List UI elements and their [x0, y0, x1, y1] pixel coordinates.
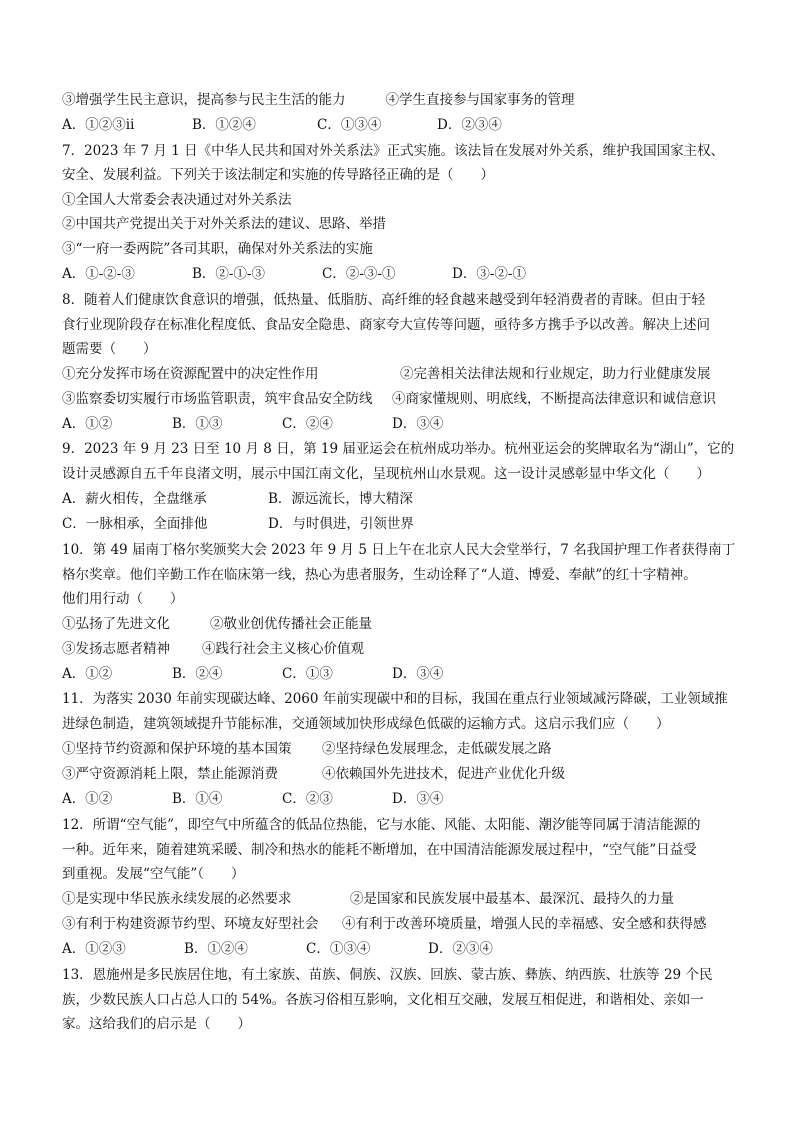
q11-stem-line-2: 进绿色制造，建筑领域提升节能标准，交通领域加快形成绿色低碳的运输方式。这启示我们应（ ） — [62, 716, 670, 732]
q7-statement-2: ②中国共产党提出关于对外关系法的建议、思路、举措 — [62, 216, 386, 232]
q10-stem-line-2: 格尔奖章。他们辛勤工作在临床第一线，热心为患者服务，生动诠释了“人道、博爱、奉献”的红十字精神。 — [62, 567, 697, 583]
choice-d: D．③④ — [392, 416, 444, 432]
choice-a: A．①②③ⅱ — [62, 117, 135, 133]
choice-a: A．薪火相传，全盘继承 — [62, 491, 207, 507]
q8-statement-4: ④商家懂规则、明底线，不断提高法律意识和诚信意识 — [392, 391, 716, 407]
q10-stem-line-1: 10．第 49 届南丁格尔奖颁奖大会 2023 年 9 月 5 日上午在北京人民大会堂举行，7 名我国护理工作者获得南丁 — [62, 542, 736, 558]
choice-b: B．②④ — [172, 666, 223, 682]
q11-statement-3: ③严守资源消耗上限，禁止能源消费 — [62, 766, 278, 782]
choice-a: A．①② — [62, 666, 113, 682]
q10-statement-2: ②敬业创优传播社会正能量 — [210, 616, 372, 632]
q10-stem-line-3: 他们用行动（ ） — [62, 591, 184, 607]
choice-d: D．③-②-① — [452, 266, 526, 282]
choice-c: C．①③④ — [306, 941, 371, 957]
q11-choices — [62, 789, 443, 809]
q12-statement-2: ②是国家和民族发展中最基本、最深沉、最持久的力量 — [350, 891, 674, 907]
q6-statement-3: ③增强学生民主意识，提高参与民主生活的能力 — [62, 92, 346, 108]
q7-stem-line-1: 7．2023 年 7 月 1 日《中华人民共和国对外关系法》正式实施。该法旨在发展对外关系，维护我国国家主权、 — [62, 143, 725, 159]
choice-b: B．①②④ — [192, 117, 256, 133]
q12-stem-line-3: 到重视。发展“空气能”（ ） — [62, 866, 245, 882]
q9-choices-a-b — [62, 489, 413, 509]
choice-d: D．②③④ — [428, 941, 493, 957]
q6-choices — [62, 115, 502, 135]
choice-a: A．①-②-③ — [62, 266, 135, 282]
choice-b: B．①④ — [172, 791, 223, 807]
q8-statement-1: ①充分发挥市场在资源配置中的决定性作用 — [62, 366, 319, 382]
q8-stem-line-1: 8．随着人们健康饮食意识的增强，低热量、低脂肪、高纤维的轻食越来越受到年轻消费者的青睐。但由于轻 — [62, 292, 706, 308]
q12-statement-3: ③有利于构建资源节约型、环境友好型社会 — [62, 916, 319, 932]
choice-d: D．③④ — [392, 791, 444, 807]
q10-statement-1: ①弘扬了先进文化 — [62, 616, 170, 632]
choice-a: A．①② — [62, 416, 113, 432]
q8-statements-3-4 — [62, 389, 716, 409]
q10-choices — [62, 664, 443, 684]
choice-b: B．②-①-③ — [192, 266, 266, 282]
q7-stem-line-2: 安全、发展利益。下列关于该法制定和实施的传导路径正确的是（ ） — [62, 167, 494, 183]
q12-statement-1: ①是实现中华民族永续发展的必然要求 — [62, 891, 292, 907]
q7-choices — [62, 264, 526, 284]
choice-a: A．①② — [62, 791, 113, 807]
q12-stem-line-1: 12．所谓“空气能”，即空气中所蕴含的低品位热能，它与水能、风能、太阳能、潮汐能等同属于清洁能源的 — [62, 817, 701, 833]
choice-c: C．②③ — [282, 791, 333, 807]
q8-choices — [62, 414, 443, 434]
q7-statement-3: ③“一府一委两院”各司其职，确保对外关系法的实施 — [62, 241, 373, 257]
q11-statements-3-4 — [62, 764, 565, 784]
choice-b: B．①②④ — [184, 941, 248, 957]
q8-statements-1-2 — [62, 364, 711, 384]
q11-statement-1: ①坚持节约资源和保护环境的基本国策 — [62, 741, 292, 757]
q8-statement-2: ②完善相关法律法规和行业规定，助力行业健康发展 — [400, 366, 711, 382]
choice-c: C．①③④ — [317, 117, 382, 133]
q8-stem-line-3: 题需要（ ） — [62, 341, 157, 357]
q7-statement-1: ①全国人大常委会表决通过对外关系法 — [62, 192, 292, 208]
choice-c: C．②-③-① — [322, 266, 396, 282]
q12-stem-line-2: 一种。近年来，随着建筑采暖、制冷和热水的能耗不断增加，在中国清洁能源发展过程中，“空气能”日益受 — [62, 842, 697, 858]
q13-stem-line-3: 家。这给我们的启示是（ ） — [62, 1016, 251, 1032]
choice-d: D．③④ — [392, 666, 444, 682]
q13-stem-line-1: 13．恩施州是多民族居住地，有土家族、苗族、侗族、汉族、回族、蒙古族、彝族、纳西族、壮族等 29 个民 — [62, 967, 713, 983]
q9-stem-line-2: 设计灵感源自五千年良渚文明，展示中国江南文化，呈现杭州山水景观。这一设计灵感彰显中华文化（ ） — [62, 466, 710, 482]
choice-b: B．①③ — [172, 416, 223, 432]
q9-stem-line-1: 9．2023 年 9 月 23 日至 10 月 8 日，第 19 届亚运会在杭州成功举办。杭州亚运会的奖牌取名为“湖山”，它的 — [62, 441, 735, 457]
q6-statement-4: ④学生直接参与国家事务的管理 — [385, 92, 575, 108]
q11-stem-line-1: 11．为落实 2030 年前实现碳达峰、2060 年前实现碳中和的目标，我国在重点行业领域减污降碳，工业领域推 — [62, 691, 728, 707]
q9-choices-c-d — [62, 514, 414, 534]
q10-statement-3: ③发扬志愿者精神 — [62, 641, 170, 657]
q11-statements-1-2 — [62, 739, 552, 759]
choice-c: C．②④ — [282, 416, 333, 432]
q13-stem-line-2: 族，少数民族人口占总人口的 54%。各族习俗相互影响，文化相互交融，发展互相促进，和谐相处、亲如一 — [62, 992, 704, 1008]
q8-statement-3: ③监察委切实履行市场监管职责，筑牢食品安全防线 — [62, 391, 373, 407]
q12-choices — [62, 939, 493, 959]
q10-statements-1-2 — [62, 614, 372, 634]
q8-stem-line-2: 食行业现阶段存在标准化程度低、食品安全隐患、商家夸大宣传等问题，亟待多方携手予以改善。解决上述问 — [62, 317, 710, 333]
q10-statement-4: ④践行社会主义核心价值观 — [202, 641, 364, 657]
q11-statement-2: ②坚持绿色发展理念，走低碳发展之路 — [322, 741, 552, 757]
choice-d: D．与时俱进，引领世界 — [268, 516, 414, 532]
q6-option-3-4 — [62, 90, 575, 110]
choice-d: D．②③④ — [437, 117, 502, 133]
q12-statements-1-2 — [62, 889, 674, 909]
q11-statement-4: ④依赖国外先进技术，促进产业优化升级 — [322, 766, 565, 782]
q10-statements-3-4 — [62, 639, 364, 659]
choice-c: C．①③ — [282, 666, 333, 682]
q12-statement-4: ④有利于改善环境质量，增强人民的幸福感、安全感和获得感 — [342, 916, 707, 932]
q12-statements-3-4 — [62, 914, 707, 934]
choice-c: C．一脉相承，全面排他 — [62, 516, 208, 532]
choice-b: B．源远流长，博大精深 — [268, 491, 413, 507]
choice-a: A．①②③ — [62, 941, 126, 957]
